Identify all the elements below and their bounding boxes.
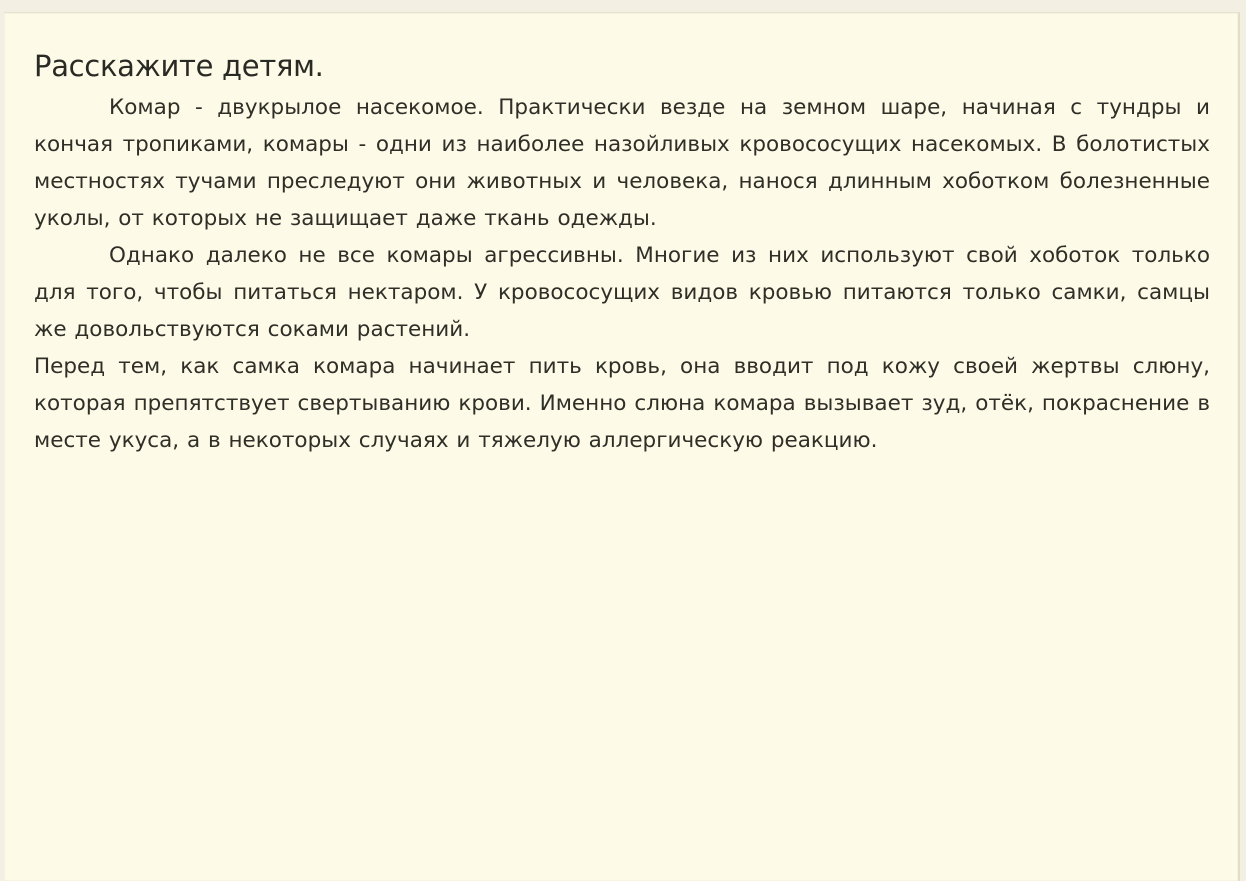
paragraph-mosquito-bite: Перед тем, как самка комара начинает пить кровь, она вводит под кожу своей жертвы слюну, которая препятствует свертыванию крови. Именно слюна комара вызывает зуд, отёк, покраснение в месте укуса, а в некоторых случаях и тяжелую аллергическую реакцию. <box>34 354 1210 453</box>
paragraph-mosquito-feeding: Однако далеко не все комары агрессивны. Многие из них используют свой хоботок только для того, чтобы питаться нектаром. У кровососущих видов кровью питаются только самки, самцы же довольствуются соками растений. <box>34 243 1210 342</box>
paragraph-mosquito-intro: Комар - двукрылое насекомое. Практически везде на земном шаре, начиная с тундры и кончая тропиками, комары - одни из наиболее назойливых кровососущих насекомых. В болотистых местностях тучами преследуют они животных и человека, нанося длинным хоботком болезненные уколы, от которых не защищает даже ткань одежды. <box>34 95 1210 231</box>
page-title: Расскажите детям. <box>34 49 324 83</box>
document-page <box>4 12 1240 881</box>
article-body <box>34 89 1210 459</box>
